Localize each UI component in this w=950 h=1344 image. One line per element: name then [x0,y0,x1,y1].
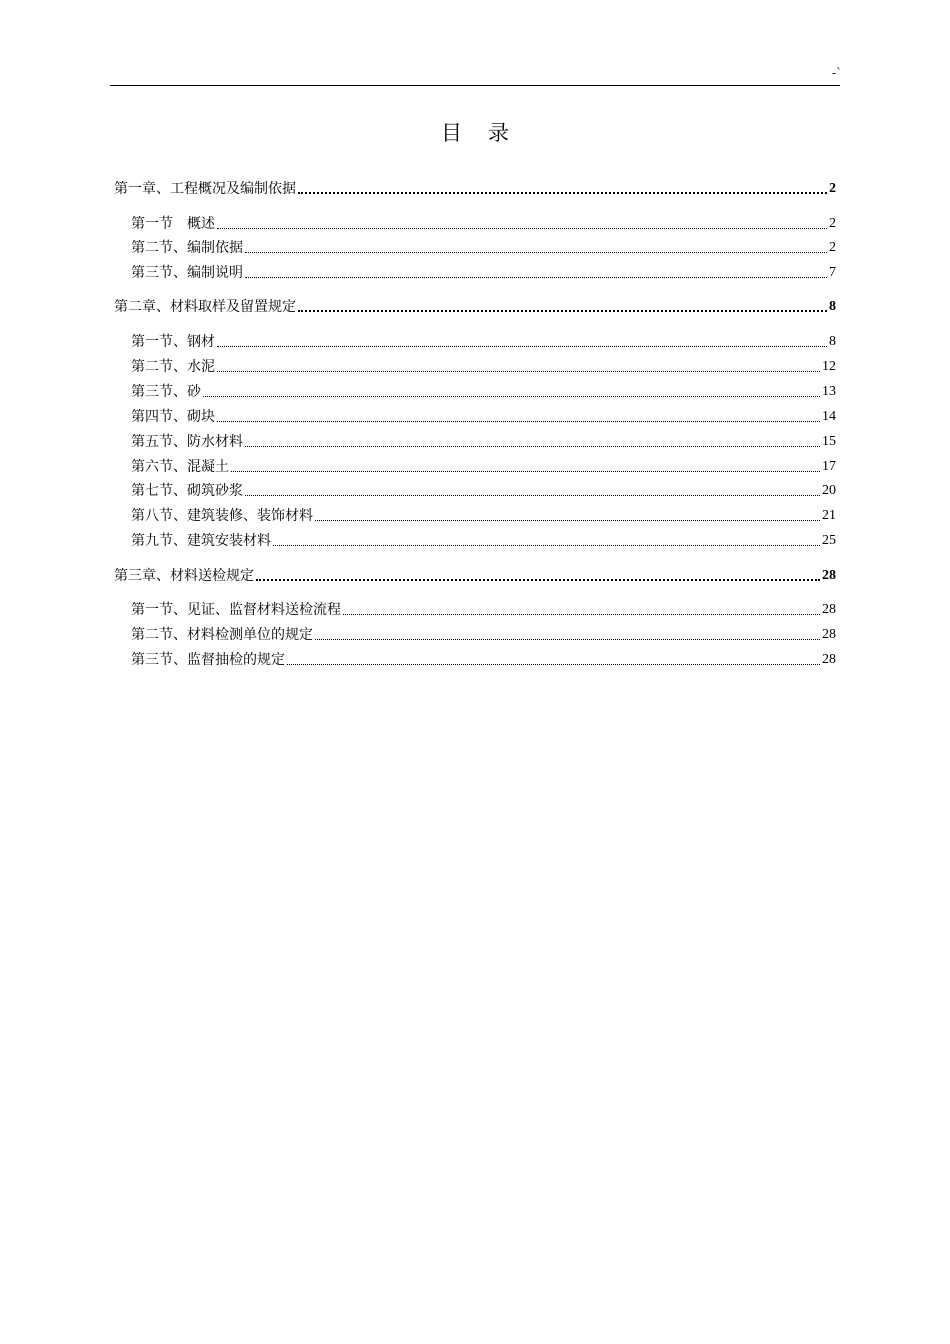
toc-section-label: 第六节、混凝土 [131,459,229,475]
toc-chapter-label: 第二章、材料取样及留置规定 [114,299,296,315]
toc-chapter-label: 第三章、材料送检规定 [114,568,254,584]
toc-chapter-3[interactable] [114,566,836,586]
toc-section-2-5[interactable] [131,432,836,452]
toc-page-number: 7 [829,265,836,280]
toc-section-2-8[interactable] [131,506,836,526]
toc-section-2-7[interactable] [131,481,836,501]
toc-page-number: 21 [822,508,836,523]
toc-leader [298,192,827,194]
toc-chapter-2[interactable] [114,297,836,317]
toc-section-label: 第二节、编制依据 [131,240,243,256]
toc-page-number: 13 [822,384,836,399]
toc-title: 目录 [441,121,535,145]
toc-leader [315,639,820,640]
toc-section-label: 第三节、监督抽检的规定 [131,652,285,668]
toc-page-number: 25 [822,533,836,548]
toc-section-1-3[interactable] [131,263,836,283]
toc-section-2-6[interactable] [131,457,836,477]
toc-leader [203,396,820,397]
toc-section-2-1[interactable] [131,332,836,352]
toc-section-label: 第三节、编制说明 [131,265,243,281]
toc-leader [315,520,820,521]
toc-chapter-1[interactable] [114,179,836,199]
toc-leader [245,252,827,253]
toc-page-number: 17 [822,459,836,474]
toc-section-2-3[interactable] [131,382,836,402]
toc-section-label: 第九节、建筑安装材料 [131,533,271,549]
toc-section-label: 第五节、防水材料 [131,434,243,450]
toc-leader [245,495,820,496]
toc-page-number: 2 [829,181,836,196]
toc-section-3-3[interactable] [131,650,836,670]
toc-page-number: 15 [822,434,836,449]
toc-section-3-2[interactable] [131,625,836,645]
header-mark: -` [831,66,842,80]
toc-section-label: 第三节、砂 [131,384,201,400]
toc-leader [217,228,827,229]
toc-section-1-1[interactable] [131,214,836,234]
toc-section-2-9[interactable] [131,531,836,551]
toc-page-number: 2 [829,240,836,255]
toc-page-number: 8 [829,334,836,349]
toc-section-1-2[interactable] [131,238,836,258]
toc-leader [273,545,820,546]
toc-leader [256,579,820,581]
toc-section-label: 第一节 概述 [131,216,215,232]
toc-page-number: 14 [822,409,836,424]
toc-leader [287,664,820,665]
toc-section-label: 第八节、建筑装修、装饰材料 [131,508,313,524]
toc-leader [343,614,820,615]
toc-section-label: 第一节、见证、监督材料送检流程 [131,602,341,618]
toc-page-number: 28 [822,652,836,667]
toc-leader [298,310,827,312]
toc-leader [217,371,820,372]
toc-section-label: 第二节、材料检测单位的规定 [131,627,313,643]
toc-page-number: 12 [822,359,836,374]
toc-leader [245,277,827,278]
toc-page-number: 20 [822,483,836,498]
toc-section-2-4[interactable] [131,407,836,427]
toc-chapter-label: 第一章、工程概况及编制依据 [114,181,296,197]
toc-section-label: 第七节、砌筑砂浆 [131,483,243,499]
toc-leader [217,346,827,347]
toc-page-number: 2 [829,216,836,231]
toc-leader [245,446,820,447]
toc-leader [217,421,820,422]
toc-section-label: 第二节、水泥 [131,359,215,375]
toc-leader [231,471,820,472]
toc-page-number: 28 [822,568,836,583]
toc-section-2-2[interactable] [131,357,836,377]
toc-section-label: 第四节、砌块 [131,409,215,425]
toc-page-number: 28 [822,602,836,617]
toc-section-label: 第一节、钢材 [131,334,215,350]
toc-page-number: 28 [822,627,836,642]
toc-section-3-1[interactable] [131,600,836,620]
toc-page-number: 8 [829,299,836,314]
